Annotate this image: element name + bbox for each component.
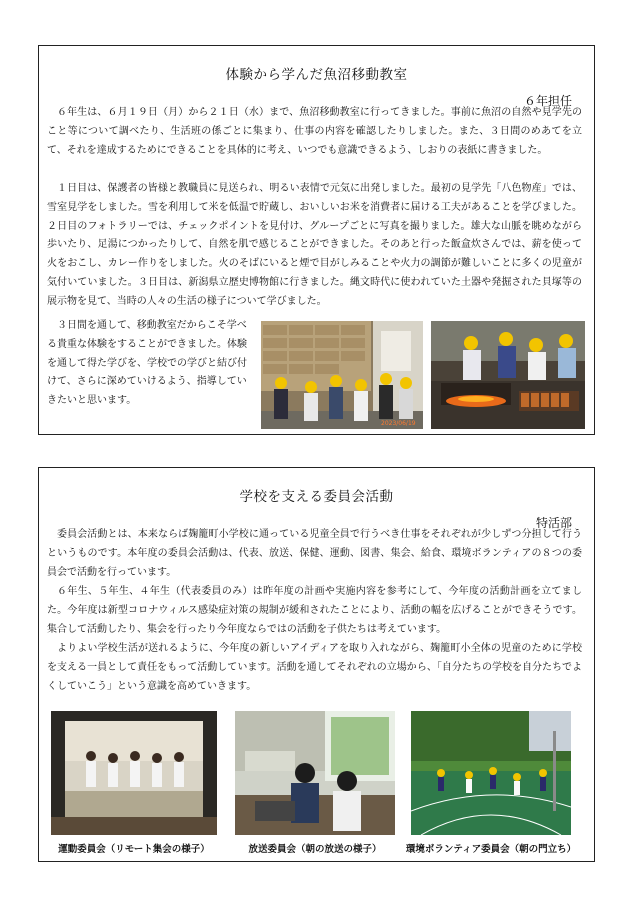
section-committee-activities xyxy=(38,467,595,862)
campfire-cooking-photo xyxy=(431,321,585,429)
caption-sports-committee: 運動委員会（リモート集会の様子） xyxy=(58,844,210,855)
caption-environment-committee: 環境ボランティア委員会（朝の門立ち） xyxy=(405,844,577,855)
section2-paragraph-2: ６年生、５年生、４年生（代表委員のみ）は昨年度の計画や実施内容を参考にして、今年度の活動計画を立てました。今年度は新型コロナウィルス感染症対策の規制が緩和されたことにより、活動の幅を広げることができそうです。集合して活動したり、集会を行ったり今年度ならではの活動を子供たちは考えています。 xyxy=(47,586,582,635)
sports-committee-photo xyxy=(51,711,217,835)
snow-storage-photo xyxy=(261,321,423,429)
section1-author: ６年担任 xyxy=(523,94,572,108)
section2-title: 学校を支える委員会活動 xyxy=(239,489,394,505)
section1-paragraph-3: ３日間を通して、移動教室だからこそ学べる貴重な体験をすることができました。体験を通して得た学びを、学校での学びと結び付けて、さらに深めていけるよう、指導していきたいと思います。 xyxy=(47,320,247,407)
section1-paragraph-1: ６年生は、６月１９日（月）から２１日（水）まで、魚沼移動教室に行ってきました。事前に魚沼の自然や見学先のこと等について調べたり、生活班の係ごとに集まり、仕事の内容を確認したりしました。また、３日間のめあてを立て、それを達成するためにできることを具体的に考え、いつでも意識できるよう、しおりの表紙に書きました。 xyxy=(47,107,582,156)
photo-date-stamp: 2023/06/19 xyxy=(381,420,416,427)
section-uonuma-trip xyxy=(38,45,595,435)
caption-broadcast-committee: 放送委員会（朝の放送の様子） xyxy=(248,844,382,855)
broadcast-committee-photo xyxy=(235,711,395,835)
section2-paragraph-3: よりよい学校生活が送れるように、今年度の新しいアイディアを取り入れながら、麹籠町小全体の児童のために学校を支える一員として責任をもって活動しています。活動を通してそれぞれの立場から、「自分たちの学校を自分たちでよくしていこう」という意識を高めていきます。 xyxy=(47,643,582,692)
environment-committee-photo xyxy=(411,711,571,835)
section2-paragraph-1: 委員会活動とは、本来ならば麹籠町小学校に通っている児童全員で行うべき仕事をそれぞれが少しずつ分担して行うというものです。本年度の委員会活動は、代表、放送、保健、運動、図書、集会、給食、環境ボランティアの８つの委員会で活動を行っています。 xyxy=(47,529,582,578)
section2-author: 特活部 xyxy=(535,516,572,530)
section1-paragraph-2: １日目は、保護者の皆様と教職員に見送られ、明るい表情で元気に出発しました。最初の見学先「八色物産」では、雪室見学をしました。雪を利用して米を低温で貯蔵し、おいしいお米を消費者に届ける工夫があることを学びました。２日目のフォトラリーでは、チェックポイントを見付け、グループごとに写真を撮りました。雄大な山脈を眺めながら歩いたり、足湯につかったりして、自然を肌で感じることができました。そのあと行った飯盒炊さんでは、薪を使って火をおこし、カレー作りをしました。火のそばにいると煙で目がしみることや火力の調節が難しいことに多くの児童が気付いていました。３日目は、新潟県立歴史博物館に行きました。縄文時代に使われていた土器や発掘された貝塚等の展示物を見て、当時の人々の生活の様子について学びました。 xyxy=(47,183,582,307)
section1-title: 体験から学んだ魚沼移動教室 xyxy=(225,67,408,83)
